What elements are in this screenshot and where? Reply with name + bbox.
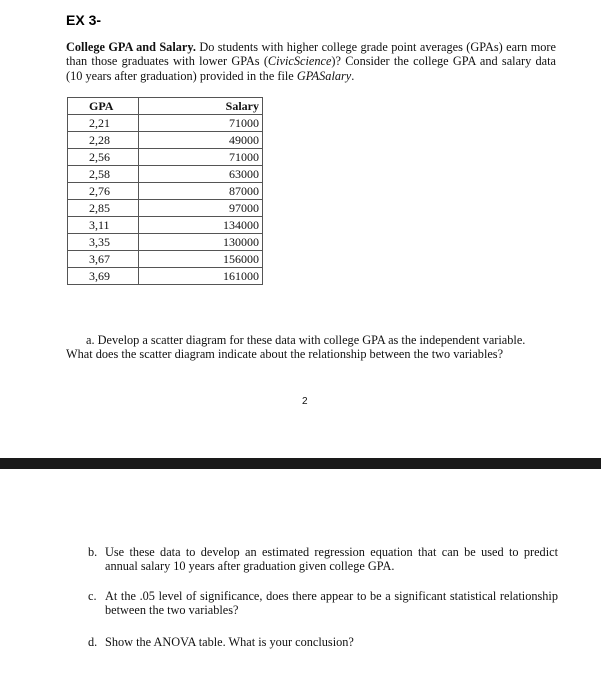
intro-source: CivicScience — [267, 54, 332, 69]
cell-gpa: 3,67 — [68, 251, 139, 268]
table-row — [68, 268, 263, 285]
header-salary: Salary — [139, 98, 263, 115]
question-d-letter: d. — [88, 635, 98, 649]
table-row — [68, 149, 263, 166]
intro-text-end: . — [351, 68, 355, 83]
cell-salary: 156000 — [139, 251, 263, 268]
table-row — [68, 234, 263, 251]
table-row — [68, 251, 263, 268]
question-c-letter: c. — [88, 589, 97, 603]
table-row — [68, 183, 263, 200]
table-header-row — [68, 98, 263, 115]
intro-text-2: )? Consider the college GPA and salary data (10 years after graduation) provided in the file — [66, 54, 556, 83]
page-2 — [0, 469, 601, 700]
table-body — [68, 115, 263, 285]
cell-gpa: 2,58 — [68, 166, 139, 183]
cell-gpa: 2,56 — [68, 149, 139, 166]
table-row — [68, 200, 263, 217]
question-a-text-line1: Develop a scatter diagram for these data with college GPA as the independent variable. — [97, 333, 526, 347]
question-c — [88, 589, 558, 618]
question-b-text: Use these data to develop an estimated regression equation that can be used to predict annual salary 10 years after graduation given college GPA. — [105, 545, 558, 574]
question-a — [66, 333, 566, 362]
table-row — [68, 115, 263, 132]
question-b — [88, 545, 558, 574]
question-b-letter: b. — [88, 545, 98, 559]
question-d — [88, 635, 558, 649]
question-a-text-line2: What does the scatter diagram indicate about the relationship between the two variables? — [66, 347, 504, 362]
cell-gpa: 2,28 — [68, 132, 139, 149]
question-c-text: At the .05 level of significance, does there appear to be a significant statistical relationship between the two variables? — [105, 589, 558, 618]
page-divider — [0, 458, 601, 469]
cell-salary: 161000 — [139, 268, 263, 285]
cell-gpa: 2,85 — [68, 200, 139, 217]
exercise-title: EX 3- — [66, 12, 102, 28]
page-number: 2 — [302, 396, 308, 407]
header-gpa: GPA — [68, 98, 139, 115]
question-a-letter: a. — [86, 333, 95, 347]
table-row — [68, 217, 263, 234]
cell-salary: 130000 — [139, 234, 263, 251]
cell-gpa: 3,69 — [68, 268, 139, 285]
intro-file: GPASalary — [296, 68, 352, 83]
cell-salary: 97000 — [139, 200, 263, 217]
table-row — [68, 166, 263, 183]
intro-bold-lead: College GPA and Salary. — [66, 40, 196, 54]
cell-salary: 63000 — [139, 166, 263, 183]
table-row — [68, 132, 263, 149]
cell-salary: 49000 — [139, 132, 263, 149]
cell-salary: 71000 — [139, 149, 263, 166]
cell-gpa: 2,76 — [68, 183, 139, 200]
question-d-text: Show the ANOVA table. What is your conclusion? — [105, 635, 354, 649]
cell-salary: 134000 — [139, 217, 263, 234]
intro-paragraph — [66, 40, 556, 83]
cell-gpa: 2,21 — [68, 115, 139, 132]
cell-salary: 87000 — [139, 183, 263, 200]
intro-text-1: Do students with higher college grade point averages (GPAs) earn more than those graduates with lower GPAs ( — [66, 40, 556, 69]
cell-gpa: 3,11 — [68, 217, 139, 234]
cell-gpa: 3,35 — [68, 234, 139, 251]
gpa-salary-table — [67, 97, 263, 285]
cell-salary: 71000 — [139, 115, 263, 132]
